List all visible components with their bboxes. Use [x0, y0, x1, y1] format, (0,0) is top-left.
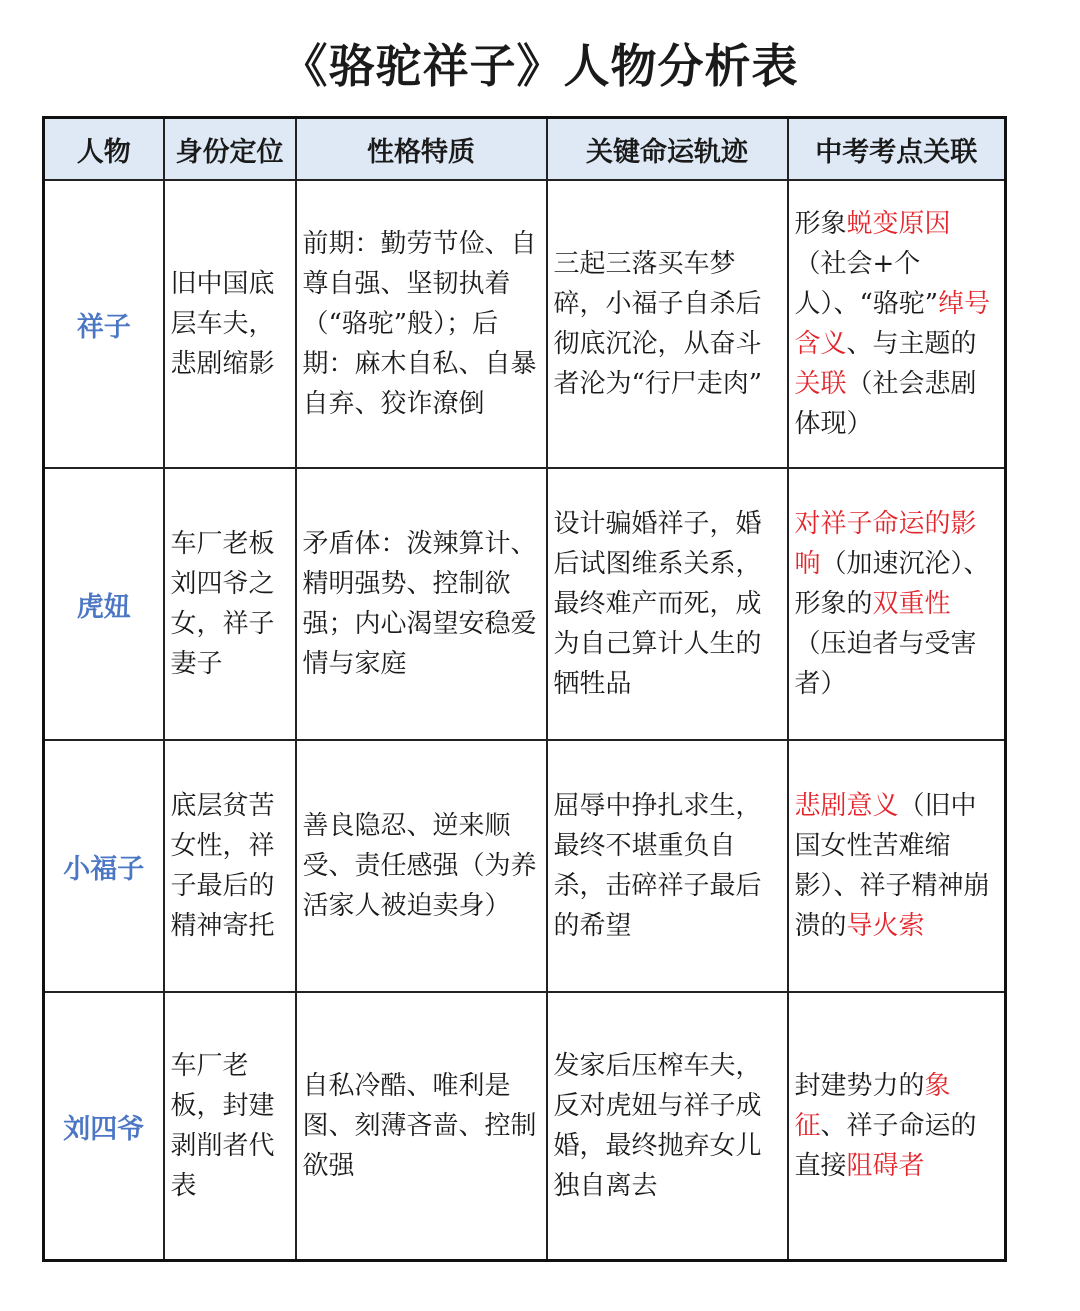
fate-cell [547, 180, 788, 468]
table-row [44, 740, 1006, 992]
header-traits: 性格特质 [296, 118, 547, 181]
character-name: 刘四爷 [44, 992, 164, 1261]
traits-cell [296, 740, 547, 992]
traits-cell [296, 468, 547, 740]
exam-text-plain: 形象 [794, 209, 847, 239]
fate-text: 屈辱中挣扎求生，最终不堪重负自杀，击碎祥子最后的希望 [553, 791, 762, 941]
page-title: 《骆驼祥子》人物分析表 [281, 39, 799, 93]
exam-highlight: 阻碍者 [846, 1151, 925, 1181]
exam-highlight: 悲剧意义 [794, 791, 899, 821]
exam-cell [788, 740, 1006, 992]
table-row [44, 992, 1006, 1261]
table-row [44, 180, 1006, 468]
identity-cell [164, 992, 296, 1261]
traits-cell [296, 992, 547, 1261]
exam-cell [788, 180, 1006, 468]
identity-cell [164, 468, 296, 740]
fate-text: 三起三落买车梦碎，小福子自杀后彻底沉沦，从奋斗者沦为“行尸走肉” [553, 249, 763, 399]
traits-text: 善良隐忍、逆来顺受、责任感强（为养活家人被迫卖身） [302, 811, 537, 921]
exam-text [789, 204, 1005, 444]
identity-text: 底层贫苦女性，祥子最后的精神寄托 [170, 791, 275, 941]
exam-highlight: 对祥子命运的影响 [794, 509, 977, 579]
identity-text: 旧中国底层车夫，悲剧缩影 [170, 269, 275, 379]
character-name: 祥子 [44, 180, 164, 468]
exam-text [789, 504, 1005, 704]
exam-highlight: 关联 [794, 369, 847, 399]
exam-text-plain: （压迫者与受害者） [794, 629, 977, 699]
exam-highlight: 导火索 [846, 911, 925, 941]
exam-highlight: 双重性 [872, 589, 951, 619]
header-exam-points: 中考考点关联 [788, 118, 1006, 181]
table-header-row [44, 118, 1006, 181]
fate-cell [547, 740, 788, 992]
header-identity: 身份定位 [164, 118, 296, 181]
character-name: 虎妞 [44, 468, 164, 740]
exam-highlight: 象征 [794, 1071, 951, 1141]
character-name: 小福子 [44, 740, 164, 992]
traits-text: 自私冷酷、唯利是图、刻薄吝啬、控制欲强 [302, 1071, 537, 1181]
identity-cell [164, 180, 296, 468]
traits-cell [296, 180, 547, 468]
exam-text [789, 1066, 1005, 1186]
identity-text: 车厂老板刘四爷之女，祥子妻子 [170, 529, 275, 679]
exam-text-plain: （社会+个人）、“骆驼” [794, 249, 939, 319]
traits-text: 前期：勤劳节俭、自尊自强、坚韧执着（“骆驼”般）；后期：麻木自私、自暴自弃、狡诈潦倒 [302, 229, 537, 419]
fate-cell [547, 992, 788, 1261]
exam-text-plain: 、与主题的 [846, 329, 977, 359]
exam-highlight: 绰号含义 [794, 289, 991, 359]
fate-cell [547, 468, 788, 740]
fate-text: 发家后压榨车夫，反对虎妞与祥子成婚，最终抛弃女儿独自离去 [553, 1051, 762, 1201]
exam-text-plain: （社会悲剧体现） [794, 369, 977, 439]
exam-text-plain: 、祥子命运的直接 [794, 1111, 977, 1181]
table-row [44, 468, 1006, 740]
exam-text [789, 786, 1005, 946]
exam-text-plain: （加速沉沦）、形象的 [794, 549, 990, 619]
identity-cell [164, 740, 296, 992]
exam-highlight: 蜕变原因 [846, 209, 951, 239]
identity-text: 车厂老板，封建剥削者代表 [170, 1051, 275, 1201]
character-analysis-table [42, 116, 1007, 1262]
exam-cell [788, 992, 1006, 1261]
exam-cell [788, 468, 1006, 740]
traits-text: 矛盾体：泼辣算计、精明强势、控制欲强；内心渴望安稳爱情与家庭 [302, 529, 537, 679]
header-fate: 关键命运轨迹 [547, 118, 788, 181]
exam-text-plain: （旧中国女性苦难缩影）、祥子精神崩溃的 [794, 791, 990, 941]
exam-text-plain: 封建势力的 [794, 1071, 925, 1101]
fate-text: 设计骗婚祥子，婚后试图维系关系，最终难产而死，成为自己算计人生的牺牲品 [553, 509, 762, 699]
header-character: 人物 [44, 118, 164, 181]
